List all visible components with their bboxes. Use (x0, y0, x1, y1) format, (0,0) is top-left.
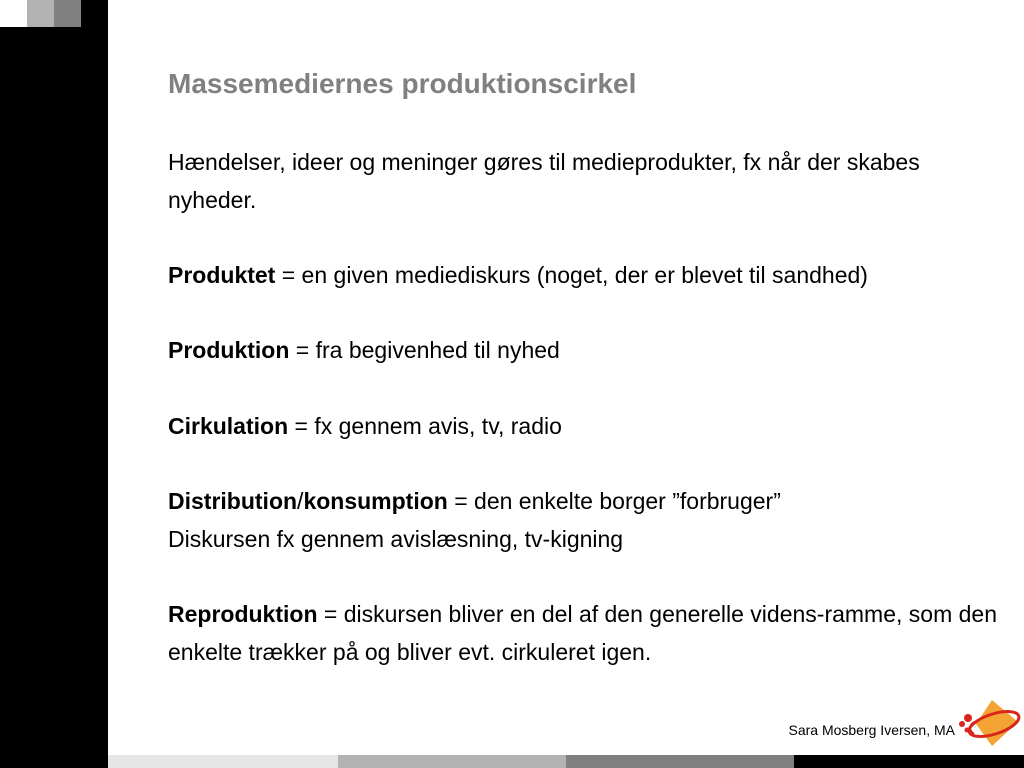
bottom-bar-segment-4 (794, 755, 1024, 768)
intro-paragraph: Hændelser, ideer og meninger gøres til medieprodukter, fx når der skabes nyheder. (168, 149, 920, 213)
slide-title: Massemediernes produktionscirkel (168, 68, 637, 99)
definition-reproduktion (168, 596, 998, 671)
orange-orbit-logo-icon (958, 698, 1022, 750)
bottom-bar-segment-1 (108, 755, 338, 768)
footer-author-credit: Sara Mosberg Iversen, MA (788, 722, 955, 738)
bottom-gradient-bar (108, 755, 1024, 768)
definition-text: = fx gennem avis, tv, radio (288, 412, 562, 439)
term-separator: / (297, 488, 304, 515)
term-label: Distribution (168, 488, 298, 515)
bottom-bar-segment-2 (338, 755, 566, 768)
definition-text: = fra begivenhed til nyhed (289, 337, 560, 364)
definition-text: = diskursen bliver en del af den generelle videns-ramme, som den enkelte trækker på og bliver evt. cirkuleret igen. (168, 601, 997, 666)
term-label: Reproduktion (168, 601, 318, 628)
corner-square-white (0, 0, 27, 27)
left-sidebar-bar (0, 0, 108, 768)
term-label: Produktet (168, 262, 276, 289)
definition-cirkulation (168, 408, 998, 446)
slide-body (168, 144, 998, 672)
corner-square-light-gray (27, 0, 54, 27)
term-label: Cirkulation (168, 412, 289, 439)
definition-distribution-konsumption (168, 483, 998, 558)
definition-text: = en given mediediskurs (noget, der er blevet til sandhed) (275, 262, 868, 289)
definition-produktet (168, 257, 998, 295)
term-label-2: konsumption (303, 488, 448, 515)
definition-produktion (168, 332, 998, 370)
definition-text: = den enkelte borger ”forbruger” (447, 488, 781, 515)
bottom-bar-segment-3 (566, 755, 794, 768)
term-label: Produktion (168, 337, 290, 364)
corner-square-gray (54, 0, 81, 27)
definition-text-2: Diskursen fx gennem avislæsning, tv-kigning (168, 525, 624, 552)
